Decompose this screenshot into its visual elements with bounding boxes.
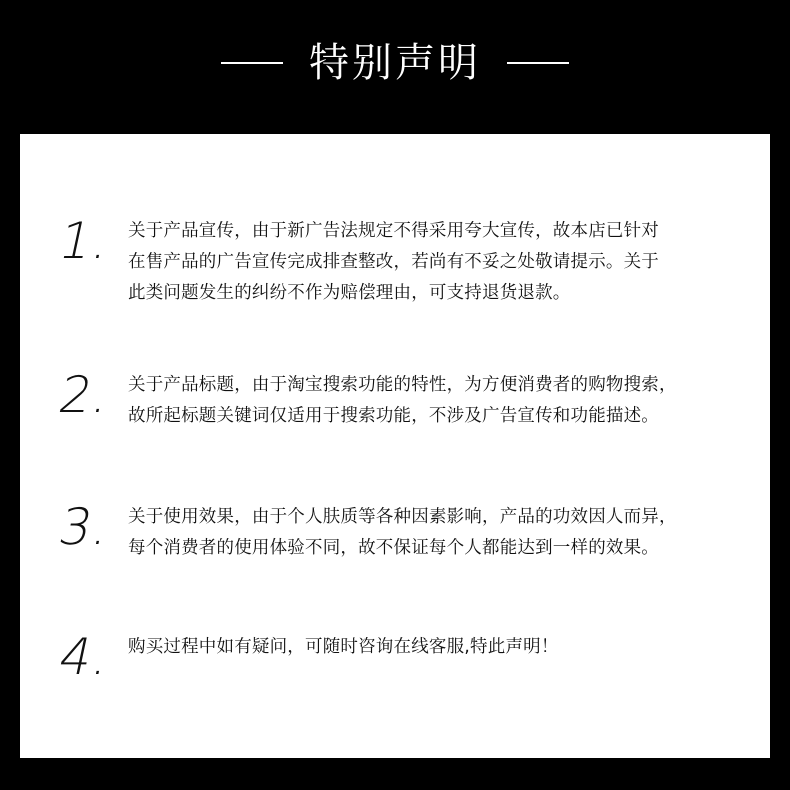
right-dash-divider: [507, 62, 569, 64]
item-text-line: 此类问题发生的纠纷不作为赔偿理由，可支持退货退款。: [128, 283, 571, 303]
item-text-line: 关于产品宣传，由于新广告法规定不得采用夸大宣传，故本店已针对: [128, 221, 659, 241]
item-text-line: 每个消费者的使用体验不同，故不保证每个人都能达到一样的效果。: [128, 538, 659, 558]
item-text-line: 关于使用效果，由于个人肤质等各种因素影响，产品的功效因人而异，: [128, 507, 677, 527]
item-text-line: 故所起标题关键词仅适用于搜索功能，不涉及广告宣传和功能描述。: [128, 406, 659, 426]
header-title-group: [221, 40, 569, 86]
item-number: 2.: [53, 366, 116, 424]
statement-card: [20, 134, 770, 758]
item-text: [128, 216, 758, 309]
item-number: 3.: [53, 498, 116, 556]
item-text-line: 关于产品标题，由于淘宝搜索功能的特性，为方便消费者的购物搜索，: [128, 375, 677, 395]
left-dash-divider: [221, 62, 283, 64]
page-title: 特别声明: [309, 40, 481, 86]
item-text: [128, 502, 758, 564]
item-text: [128, 370, 758, 432]
item-text: [128, 632, 758, 663]
item-text-line: 购买过程中如有疑问，可随时咨询在线客服,特此声明！: [128, 637, 559, 657]
header: [0, 0, 790, 134]
item-number: 4.: [53, 628, 116, 686]
item-number: 1.: [53, 212, 116, 270]
item-text-line: 在售产品的广告宣传完成排查整改，若尚有不妥之处敬请提示。关于: [128, 252, 659, 272]
